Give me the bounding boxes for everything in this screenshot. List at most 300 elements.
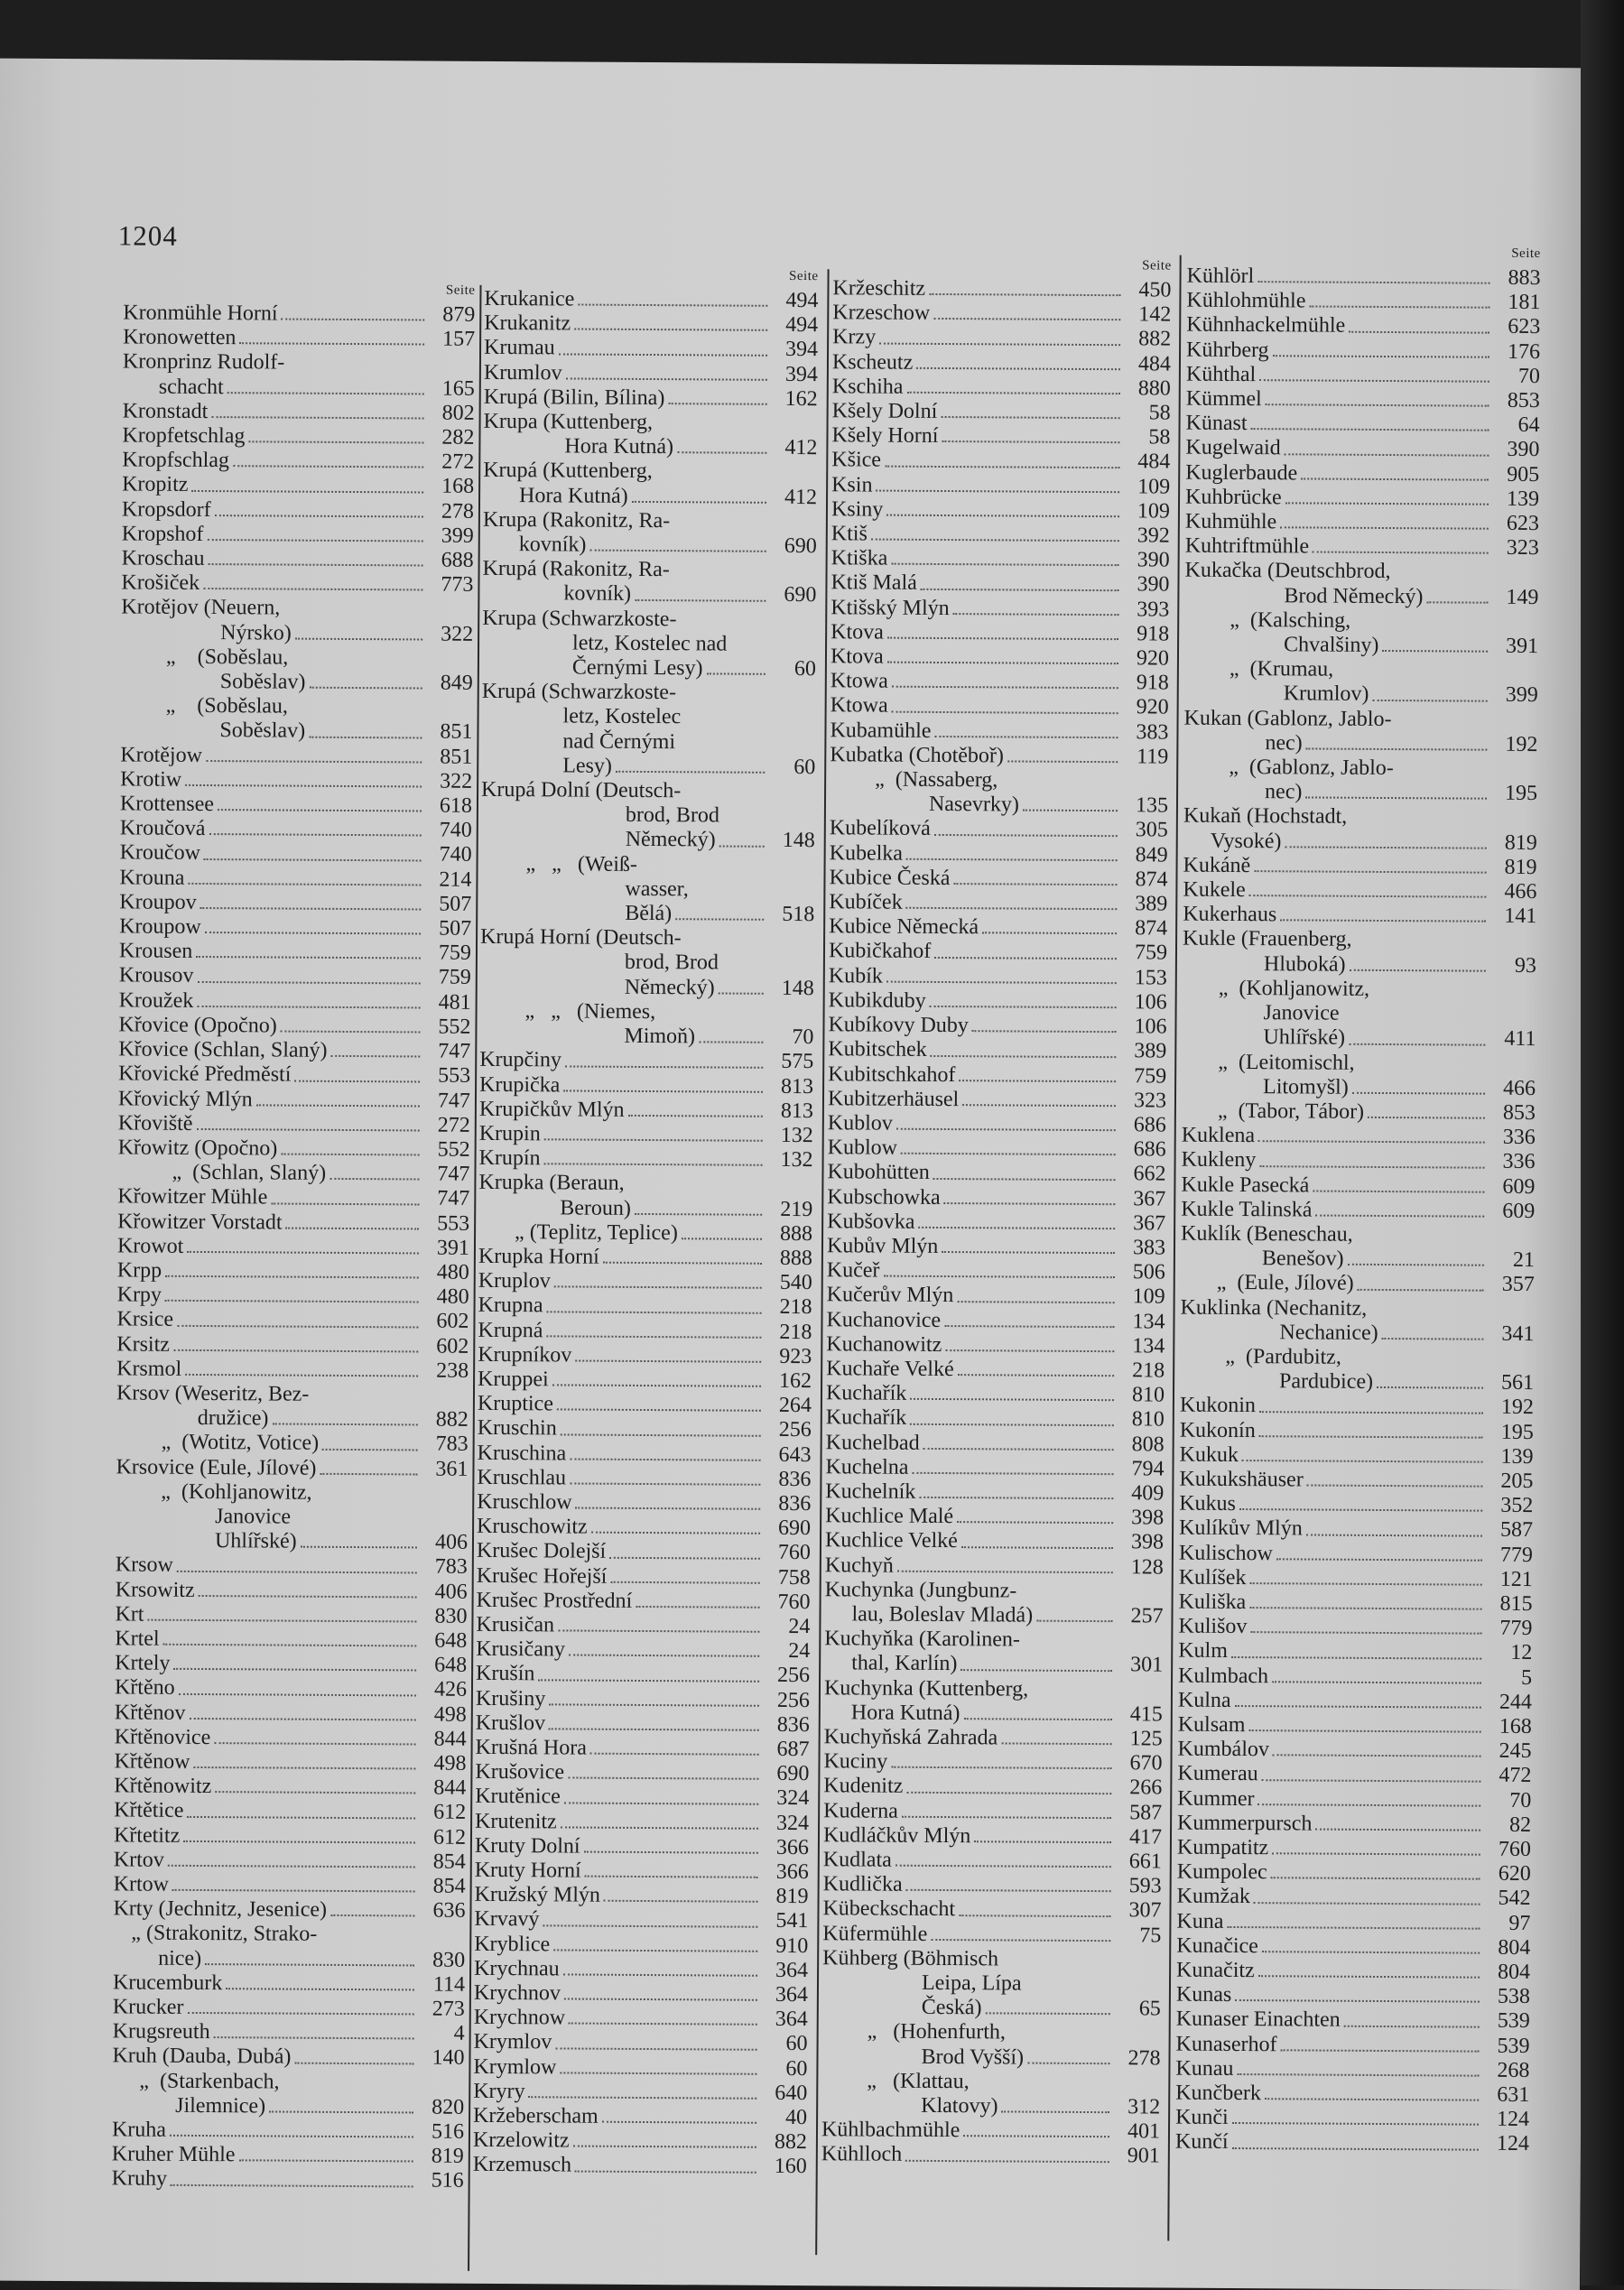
index-entry [479,1048,813,1074]
index-entry [822,2020,1161,2046]
dot-leader [197,980,420,985]
dot-leader [610,1581,759,1584]
entry-name: Kubův Mlýn [827,1234,939,1259]
index-entry [474,2006,808,2032]
entry-page-number: 516 [419,2169,464,2194]
entry-name: Kunau [1175,2056,1233,2081]
dot-leader [573,2145,756,2148]
entry-name: Kudlička [823,1872,903,1897]
dot-leader [957,1300,1114,1303]
entry-page-number: 192 [1489,1395,1534,1421]
entry-page-number: 366 [764,1860,809,1886]
index-entry [1177,1786,1531,1813]
dot-leader [191,489,423,494]
index-column-1 [112,281,476,2193]
index-entry [116,1529,468,1556]
entry-name: Krymlow [473,2054,556,2080]
entry-name: Kukuk [1180,1442,1239,1468]
entry-name: Krupá (Kuttenberg, [483,459,653,484]
entry-name: Křovické Předměstí [118,1062,291,1088]
column-header-seite: Seite [1187,245,1541,266]
index-entry [1178,1615,1532,1642]
entry-page-number: 357 [1489,1273,1535,1298]
entry-name: Kührberg [1186,338,1269,363]
index-entry [474,1957,808,1983]
entry-name: Brod Vyšší) [821,2044,1024,2071]
entry-page-number: 399 [429,524,474,549]
dot-leader [1285,845,1486,848]
entry-name: Kukaň (Hochstadt, [1183,804,1347,830]
dot-leader [549,1702,759,1706]
entry-page-number: 854 [421,1850,466,1875]
index-entry [821,2093,1160,2119]
entry-name: Krsmol [116,1357,181,1382]
entry-page-number: 70 [1495,365,1540,390]
index-entry [113,2020,465,2047]
dot-leader [1232,2121,1479,2126]
entry-page-number: 802 [430,401,475,426]
index-entry [1186,362,1540,389]
dot-leader [1315,1213,1484,1217]
entry-name: „ (Starkenbach, [112,2069,279,2094]
entry-name: kovník) [483,533,587,558]
entry-page-number: 409 [1118,1481,1164,1507]
entry-name: Jilemnice) [112,2093,265,2118]
entry-name: Krukanitz [484,311,571,337]
dot-leader [185,1373,418,1377]
entry-name: Krotějow [120,743,202,768]
dot-leader [953,882,1117,885]
index-entry [826,1308,1165,1334]
entry-name: Kronmühle Horní [123,301,277,326]
entry-page-number: 135 [1123,793,1168,819]
entry-name: Ktiš Malá [831,571,916,597]
dot-leader [563,1089,763,1092]
entry-page-number: 494 [773,313,818,338]
entry-page-number: 820 [419,2095,464,2120]
index-entry [476,1711,810,1738]
dot-leader [226,1987,414,1990]
entry-name: Kruh (Dauba, Dubá) [112,2044,291,2070]
dot-leader [560,2071,756,2074]
index-entry [484,311,818,338]
entry-name: Kroupov [119,890,196,915]
index-entry [120,792,472,819]
index-entry [827,1210,1165,1236]
entry-name: Kubamühle [830,719,931,744]
index-entry [825,1455,1164,1481]
entry-page-number: 636 [420,1899,465,1924]
dot-leader [1306,747,1488,751]
entry-page-number: 393 [1124,598,1169,623]
entry-page-number: 40 [762,2106,807,2131]
entry-page-number: 168 [429,475,474,500]
index-entry [1185,412,1539,439]
entry-page-number: 481 [426,990,471,1015]
index-entry [1183,878,1536,905]
index-entry [1183,804,1537,831]
dot-leader [205,1962,414,1966]
entry-name: Kulmbach [1178,1664,1268,1689]
entry-name: Kruschin [478,1416,557,1442]
index-entry [120,719,472,746]
entry-name: „ (Kohljanowitz, [1183,977,1369,1002]
entry-name: Kunačitz [1176,1959,1255,1984]
dot-leader [179,1692,416,1696]
index-entry [122,522,474,549]
index-entry [1185,510,1539,537]
entry-name: Krzeschow [832,301,930,326]
index-entry [1180,1345,1534,1372]
index-entry [480,852,814,878]
index-entry [483,459,817,485]
entry-name: Kulischow [1179,1541,1273,1566]
dot-leader [177,1323,418,1328]
entry-page-number: 160 [762,2155,807,2180]
entry-page-number: 394 [773,338,818,363]
index-entry [480,876,814,903]
entry-name: „ (Eule, Jílové) [1181,1271,1354,1296]
entry-name: Kuchařík [826,1381,906,1406]
entry-name: Janovice [1182,1001,1339,1026]
dot-leader [1271,1877,1480,1880]
dot-leader [188,882,421,886]
column-header-seite: Seite [833,256,1172,278]
dot-leader [1242,1459,1483,1463]
index-entry [1184,657,1538,684]
entry-page-number: 882 [1126,328,1171,353]
index-entry [1177,1762,1531,1789]
dot-leader [569,2022,757,2026]
entry-page-number: 132 [767,1148,812,1173]
entry-page-number: 245 [1487,1739,1532,1765]
entry-page-number: 124 [1484,2132,1529,2157]
dot-leader [563,1972,757,1976]
entry-page-number: 417 [1117,1825,1162,1850]
entry-page-number: 305 [1123,819,1168,844]
dot-leader [196,1127,419,1132]
entry-name: Kunči [1175,2106,1229,2131]
entry-name: Künast [1185,412,1247,437]
entry-name: Krušovice [475,1760,564,1785]
index-entry [1183,756,1537,783]
entry-name: Kumbálov [1178,1738,1269,1763]
entry-name: Krupá (Bilin, Bílina) [484,385,665,411]
index-entry [116,1431,469,1458]
dot-leader [602,2120,756,2124]
index-entry [1181,1173,1535,1200]
entry-name: Krucemburk [113,1970,222,1996]
index-entry [118,1087,470,1114]
entry-page-number: 141 [1491,904,1536,930]
entry-name: Krusičan [476,1613,554,1638]
entry-page-number: 910 [763,1933,808,1959]
entry-name: „ (Kalsching, [1184,607,1350,633]
dot-leader [211,415,423,419]
index-entry [826,1357,1165,1383]
dot-leader [892,685,1118,690]
entry-name: Kšice [831,449,881,474]
index-entry [1179,1590,1533,1618]
entry-name: thal, Karlín) [824,1652,957,1677]
index-entry [484,385,818,412]
entry-name: družice) [116,1406,269,1432]
index-entry [483,533,817,559]
entry-name: Hora Kutná) [483,484,628,509]
index-entry [474,1932,808,1958]
index-entry [1179,1565,1533,1592]
index-entry [477,1466,811,1492]
dot-leader [1027,2061,1109,2064]
dot-leader [616,770,765,774]
index-entry [1182,1124,1536,1151]
dot-leader [930,1005,1117,1008]
dot-leader [1250,1630,1481,1635]
index-entry [115,1627,467,1654]
entry-name: Krty (Jechnitz, Jesenice) [113,1897,327,1924]
index-entry [830,743,1168,769]
dot-leader [1266,403,1489,407]
index-entry [827,1284,1165,1310]
index-entry [827,1185,1165,1211]
dot-leader [205,931,421,934]
entry-name: Krsovice (Eule, Jílové) [116,1455,316,1481]
entry-page-number: 383 [1123,720,1168,746]
index-entry [118,1111,470,1138]
entry-page-number: 541 [763,1909,808,1934]
entry-page-number: 759 [426,941,471,967]
dot-leader [910,1397,1114,1401]
dot-leader [558,1629,759,1633]
index-entry [117,1161,469,1188]
entry-page-number: 336 [1490,1126,1536,1151]
index-entry [1181,1197,1535,1224]
dot-leader [1259,1434,1483,1439]
entry-name: Kulm [1178,1639,1228,1664]
index-entry [479,999,813,1025]
entry-page-number: 480 [424,1285,469,1311]
entry-name: Kümmel [1186,387,1262,413]
index-entry [829,988,1167,1015]
dot-leader [1273,354,1489,357]
entry-name: Krušlov [476,1711,546,1737]
entry-name: Křovice (Schlan, Slaný) [118,1038,327,1064]
index-entry [475,1785,809,1811]
dot-leader [309,686,422,690]
dot-leader [699,1041,763,1043]
index-entry [1183,903,1536,930]
entry-name: Kroupow [119,915,201,941]
entry-page-number: 412 [772,485,817,510]
entry-name: „ (Tabor, Tábor) [1182,1099,1364,1125]
dot-leader [1249,894,1487,898]
entry-name: Krupčiny [479,1048,561,1073]
entry-page-number: 58 [1126,401,1171,426]
index-entry [1179,1468,1533,1495]
entry-page-number: 128 [1118,1555,1164,1581]
entry-name: Krtow [114,1872,169,1897]
entry-name: Kumžak [1177,1885,1250,1910]
entry-name: Kuchařík [826,1406,906,1432]
index-entry [482,607,816,633]
entry-page-number: 773 [428,573,473,598]
entry-page-number: 880 [1126,376,1171,402]
entry-name: Kuhmühle [1185,510,1276,535]
entry-page-number: 307 [1116,1899,1161,1924]
dot-leader [906,391,1119,394]
entry-page-number: 139 [1494,487,1539,513]
entry-page-number: 836 [766,1492,811,1517]
dot-leader [591,1531,760,1534]
entry-page-number: 218 [766,1295,812,1321]
entry-name: Kunaserhof [1176,2032,1277,2057]
entry-name: Kühnhackelmühle [1186,313,1345,338]
dot-leader [165,1299,419,1303]
entry-page-number: 587 [1488,1518,1533,1544]
entry-name: Krsov (Weseritz, Bez- [116,1381,309,1407]
index-entry [117,1210,469,1237]
entry-page-number: 214 [426,867,471,893]
column-header-seite: Seite [123,281,475,302]
dot-leader [557,1408,761,1412]
dot-leader [177,1569,417,1573]
entry-name: Kukleny [1181,1148,1256,1173]
index-entry [1177,1811,1531,1838]
dot-leader [934,735,1118,738]
scan-right-edge [1581,0,1624,2285]
entry-name: Kukerhaus [1183,903,1276,928]
entry-name: Kunas [1176,1983,1231,2008]
entry-page-number: 426 [422,1678,467,1703]
entry-page-number: 256 [765,1688,810,1713]
entry-page-number: 623 [1495,315,1540,340]
entry-name: Kscheutz [832,350,913,375]
index-entry [824,1725,1163,1751]
entry-name: Kudenitz [823,1775,903,1800]
dot-leader [960,1668,1112,1672]
entry-page-number: 498 [421,1751,466,1776]
entry-page-number: 602 [423,1310,469,1335]
entry-page-number: 60 [771,657,816,682]
entry-page-number: 301 [1118,1654,1163,1679]
dot-leader [1262,1950,1480,1953]
entry-page-number: 450 [1126,278,1171,303]
index-entry [823,1749,1162,1775]
index-entry [826,1332,1165,1358]
dot-leader [589,549,766,552]
index-entry [119,866,471,893]
index-entry [478,1195,812,1221]
index-entry [1182,1099,1536,1126]
entry-page-number: 575 [768,1050,813,1075]
entry-name: Kuchlice Malé [825,1504,953,1529]
dot-leader [168,1864,415,1868]
entry-page-number: 561 [1489,1371,1534,1396]
dot-leader [1313,1189,1484,1192]
index-entry [483,484,817,510]
entry-name: Krychnov [474,1981,561,2007]
dot-leader [206,759,422,763]
entry-page-number: 401 [1115,2119,1160,2145]
entry-page-number: 844 [421,1776,466,1802]
dot-leader [187,1815,415,1820]
entry-page-number: 119 [1123,745,1168,770]
entry-name: Kropshof [122,522,204,547]
entry-page-number: 593 [1117,1874,1162,1899]
entry-name: Kukle (Frauenberg, [1183,927,1352,952]
dot-leader [547,1310,762,1313]
entry-page-number: 70 [1486,1788,1531,1813]
dot-leader [1315,1828,1480,1831]
entry-page-number: 609 [1489,1199,1535,1224]
entry-page-number: 124 [1484,2108,1529,2133]
index-entry [118,1013,470,1040]
entry-page-number: 648 [422,1654,467,1679]
entry-name: Ktiška [831,546,888,571]
entry-name: Kühberg (Böhmisch [822,1946,998,1971]
entry-page-number: 538 [1485,1985,1530,2010]
dot-leader [985,2012,1109,2016]
entry-name: Krupa (Kuttenberg, [483,410,653,435]
dot-leader [544,1163,763,1166]
dot-leader [1306,1533,1482,1536]
index-entry [112,2118,464,2145]
entry-page-number: 106 [1122,990,1167,1015]
entry-page-number: 324 [764,1786,809,1812]
dot-leader [886,980,1117,985]
index-entry [822,1946,1161,1972]
entry-name: Kropitz [122,473,188,498]
entry-page-number: 540 [767,1271,812,1296]
entry-page-number: 121 [1488,1567,1533,1592]
dot-leader [897,1569,1113,1572]
entry-page-number: 849 [1123,843,1168,868]
dot-leader [1358,1287,1484,1291]
entry-page-number: 64 [1494,413,1539,439]
index-entry [823,1823,1162,1850]
dot-leader [238,2159,413,2163]
dot-leader [934,956,1117,960]
entry-name: Krtely [115,1652,170,1677]
dot-leader [962,1103,1116,1107]
entry-name: „ (Gablonz, Jablo- [1183,756,1394,782]
index-entry [1183,829,1537,856]
dot-leader [218,808,422,811]
entry-name: Kubšovka [827,1210,914,1235]
entry-page-number: 623 [1494,512,1539,537]
entry-page-number: 815 [1488,1592,1533,1618]
entry-name: Krupá Horní (Deutsch- [480,925,682,951]
dot-leader [272,1423,417,1426]
index-entry [1183,706,1537,733]
entry-name: Kuhbrücke [1185,485,1282,510]
index-entry [830,817,1168,843]
entry-name: Kruppei [478,1368,549,1393]
entry-page-number: 157 [430,328,475,353]
entry-page-number: 364 [763,1959,808,1984]
entry-page-number: 808 [1119,1432,1165,1458]
dot-leader [885,464,1119,468]
index-entry [478,1441,812,1467]
entry-page-number: 552 [425,1015,470,1040]
index-entry [121,620,473,647]
entry-page-number: 518 [769,903,814,928]
dot-leader [945,1349,1114,1352]
entry-name: Kroschau [122,546,205,571]
entry-name: Kruplov [478,1269,551,1294]
dot-leader [281,1030,421,1034]
index-entry [829,890,1167,916]
